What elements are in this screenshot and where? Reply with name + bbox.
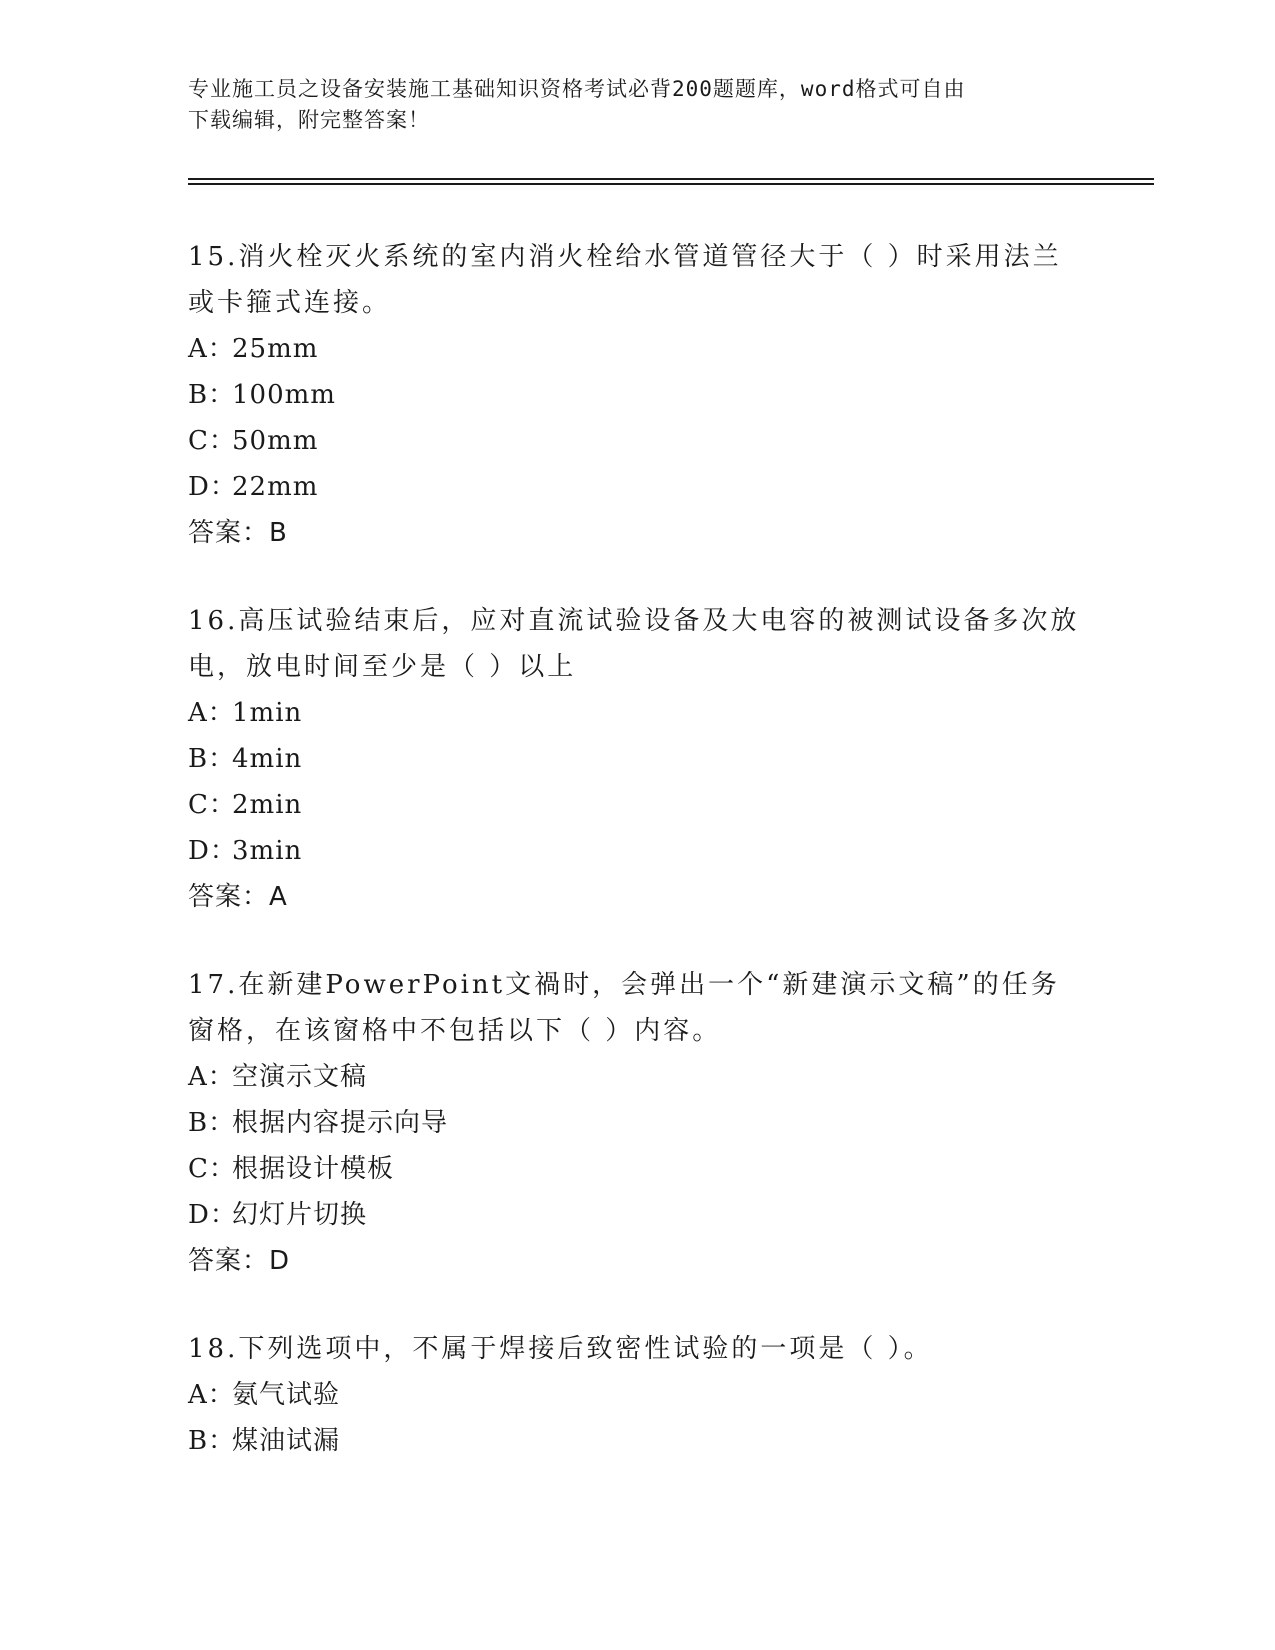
option-d bbox=[188, 464, 1088, 510]
option-text: 幻灯片切换 bbox=[232, 1200, 368, 1230]
option-d bbox=[188, 828, 1088, 874]
option-text: 25mm bbox=[232, 334, 319, 364]
answer-label: 答案：B bbox=[188, 518, 288, 548]
option-b bbox=[188, 1418, 1088, 1464]
option-text: 22mm bbox=[232, 472, 319, 502]
question-16 bbox=[188, 598, 1088, 920]
option-key: B： bbox=[188, 744, 236, 774]
header-line-2: 下载编辑，附完整答案！ bbox=[188, 108, 430, 132]
option-text: 根据设计模板 bbox=[232, 1154, 395, 1184]
option-text: 100mm bbox=[232, 380, 336, 410]
question-stem-line: 16.高压试验结束后，应对直流试验设备及大电容的被测试设备多次放 bbox=[188, 606, 1080, 636]
option-a bbox=[188, 690, 1088, 736]
option-key: A： bbox=[188, 698, 235, 728]
option-key: B： bbox=[188, 1426, 236, 1456]
document-header bbox=[188, 74, 1088, 136]
answer-label: 答案：D bbox=[188, 1246, 291, 1276]
question-15 bbox=[188, 234, 1088, 556]
question-stem bbox=[188, 598, 1088, 690]
header-divider-top bbox=[188, 178, 1154, 180]
question-18 bbox=[188, 1326, 1088, 1464]
option-b bbox=[188, 1100, 1088, 1146]
option-a bbox=[188, 326, 1088, 372]
option-c bbox=[188, 1146, 1088, 1192]
option-key: B： bbox=[188, 380, 236, 410]
option-c bbox=[188, 418, 1088, 464]
option-key: B： bbox=[188, 1108, 236, 1138]
option-text: 根据内容提示向导 bbox=[232, 1108, 449, 1138]
header-line-1: 专业施工员之设备安装施工基础知识资格考试必背200题题库，word格式可自由 bbox=[188, 77, 966, 101]
question-stem-line: 窗格，在该窗格中不包括以下（ ）内容。 bbox=[188, 1016, 722, 1046]
option-b bbox=[188, 372, 1088, 418]
option-text: 4min bbox=[232, 744, 303, 774]
question-stem bbox=[188, 234, 1088, 326]
option-d bbox=[188, 1192, 1088, 1238]
option-text: 2min bbox=[232, 790, 303, 820]
question-stem-line: 17.在新建PowerPoint文禍时，会弹出一个“新建演示文稿”的任务 bbox=[188, 970, 1060, 1000]
option-key: A： bbox=[188, 334, 235, 364]
option-c bbox=[188, 782, 1088, 828]
option-key: D： bbox=[188, 836, 237, 866]
option-key: A： bbox=[188, 1380, 235, 1410]
option-text: 1min bbox=[232, 698, 303, 728]
option-key: D： bbox=[188, 1200, 237, 1230]
question-17 bbox=[188, 962, 1088, 1284]
option-key: C： bbox=[188, 1154, 236, 1184]
question-stem-line: 电，放电时间至少是（ ）以上 bbox=[188, 652, 577, 682]
option-key: A： bbox=[188, 1062, 235, 1092]
option-text: 3min bbox=[232, 836, 303, 866]
option-text: 空演示文稿 bbox=[232, 1062, 368, 1092]
option-key: D： bbox=[188, 472, 237, 502]
option-text: 氨气试验 bbox=[232, 1380, 341, 1410]
option-key: C： bbox=[188, 790, 236, 820]
question-stem-line: 或卡箍式连接。 bbox=[188, 288, 392, 318]
option-a bbox=[188, 1054, 1088, 1100]
question-stem-line: 15.消火栓灭火系统的室内消火栓给水管道管径大于（ ）时采用法兰 bbox=[188, 242, 1062, 272]
option-b bbox=[188, 736, 1088, 782]
question-stem bbox=[188, 1326, 1088, 1372]
option-key: C： bbox=[188, 426, 236, 456]
option-text: 煤油试漏 bbox=[232, 1426, 341, 1456]
header-divider-bottom bbox=[188, 183, 1154, 185]
answer-label: 答案：A bbox=[188, 882, 288, 912]
question-stem-line: 18.下列选项中，不属于焊接后致密性试验的一项是（ ）。 bbox=[188, 1334, 933, 1364]
option-a bbox=[188, 1372, 1088, 1418]
option-text: 50mm bbox=[232, 426, 319, 456]
question-stem bbox=[188, 962, 1088, 1054]
